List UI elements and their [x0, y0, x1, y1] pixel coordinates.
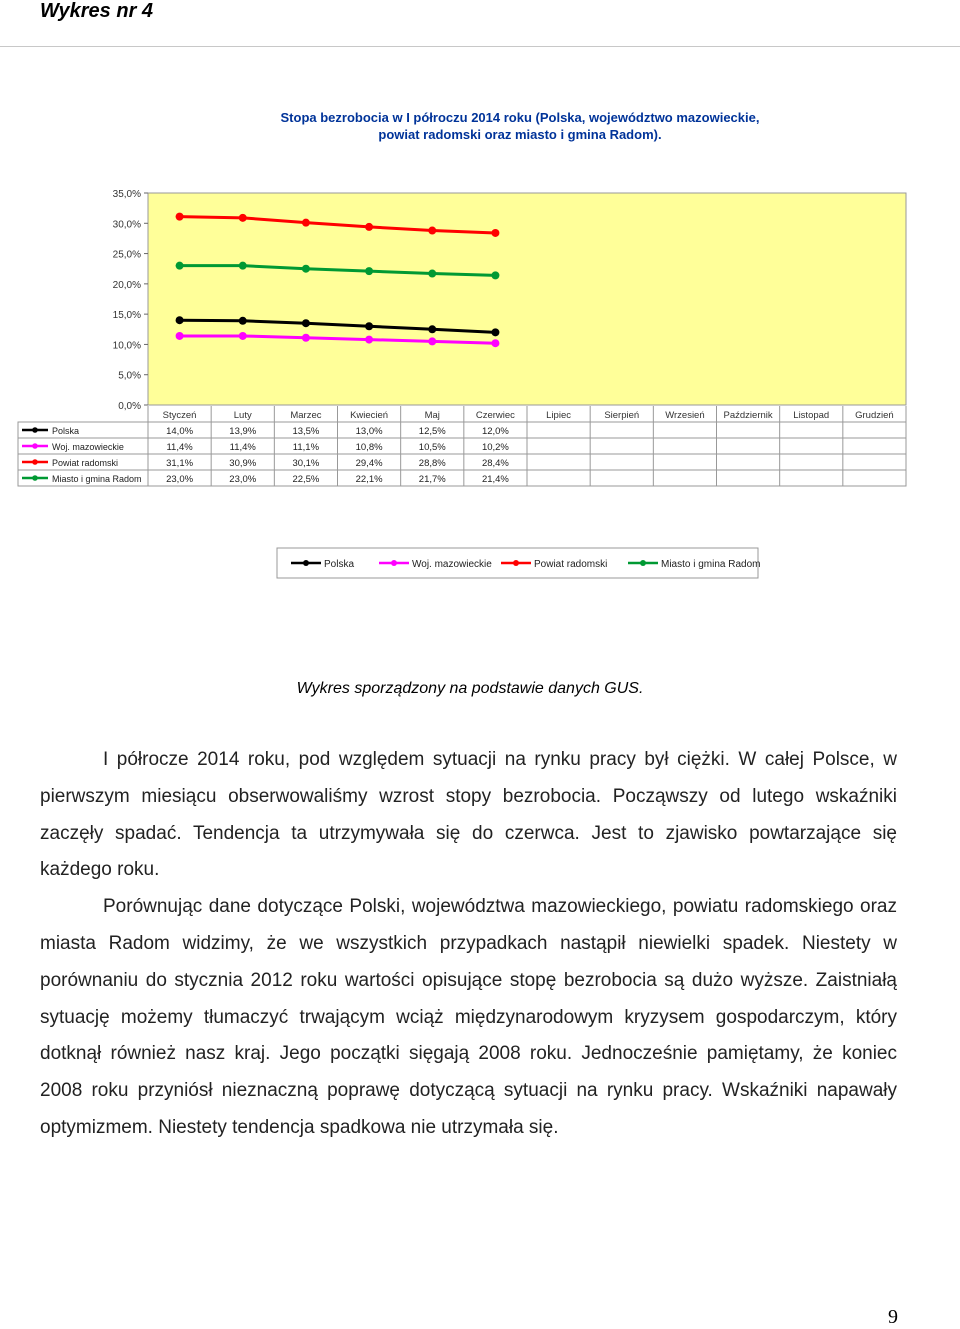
legend-label: Woj. mazowieckie [412, 559, 492, 570]
table-legend-key-marker [32, 475, 38, 481]
table-data-label: 29,4% [355, 458, 383, 469]
chart-title-line-2: powiat radomski oraz miasto i gmina Radom). [378, 127, 662, 142]
series-point [302, 265, 310, 273]
x-category-label: Wrzesień [665, 410, 705, 421]
series-point [491, 328, 499, 336]
chart-canvas [0, 100, 960, 590]
chart-title-line-1: Stopa bezrobocia w I półroczu 2014 roku (Polska, województwo mazowieckie, [280, 110, 760, 125]
table-data-label: 28,4% [481, 458, 509, 469]
series-point [239, 214, 247, 222]
chart-caption: Wykres sporządzony na podstawie danych GUS. [296, 680, 644, 697]
page-header-title: Wykres nr 4 [40, 0, 154, 22]
legend-key-marker [303, 560, 309, 566]
table-data-label: 13,9% [229, 426, 257, 437]
legend-label: Polska [324, 559, 355, 570]
series-point [428, 337, 436, 345]
body-text [40, 742, 897, 1147]
y-tick-label: 25,0% [112, 249, 141, 261]
x-category-label: Październik [723, 410, 773, 421]
series-point [176, 262, 184, 270]
x-category-label: Lipiec [546, 410, 571, 421]
table-series-name: Polska [52, 426, 80, 436]
y-tick-label: 5,0% [118, 370, 141, 382]
table-data-label: 23,0% [229, 474, 257, 485]
series-point [365, 336, 373, 344]
series-point [176, 316, 184, 324]
table-data-label: 21,7% [418, 474, 446, 485]
x-category-label: Luty [233, 410, 252, 421]
series-point [302, 334, 310, 342]
x-category-label: Marzec [290, 410, 322, 421]
table-data-label: 22,5% [292, 474, 320, 485]
unemployment-chart [0, 100, 960, 590]
table-data-label: 13,5% [292, 426, 320, 437]
table-data-label: 10,2% [481, 442, 509, 453]
series-point [491, 339, 499, 347]
y-tick-label: 0,0% [118, 401, 141, 412]
paragraph-1: I półrocze 2014 roku, pod względem sytuacji na rynku pracy był ciężki. W całej Polsce, w pierwszym miesiącu obserwowaliśmy wzrost stopy bezrobocia. Począwszy od lutego wskaźniki zaczęły spadać. Tendencja ta utrzymywała się do czerwca. Jest to zjawisko powtarzające się każdego roku. [40, 749, 897, 881]
y-tick-label: 30,0% [112, 219, 141, 231]
legend-label: Powiat radomski [534, 559, 608, 570]
table-data-label: 30,1% [292, 458, 320, 469]
x-category-label: Grudzień [855, 410, 894, 421]
series-point [428, 227, 436, 235]
table-data-label: 21,4% [481, 474, 509, 485]
x-category-label: Sierpień [604, 410, 640, 421]
table-data-label: 28,8% [418, 458, 446, 469]
table-data-label: 30,9% [229, 458, 257, 469]
y-tick-label: 15,0% [112, 310, 141, 322]
series-point [239, 332, 247, 340]
series-point [302, 219, 310, 227]
paragraph-2: Porównując dane dotyczące Polski, województwa mazowieckiego, powiatu radomskiego oraz miasta Radom widzimy, że we wszystkich przypadkach nastąpił niewielki spadek. Niestety w porównaniu do stycznia 2012 roku wartości opisujące stopę bezrobocia są dużo wyższe. Zaistniałą sytuację możemy tłumaczyć trwającym wciąż międzynarodowym kryzysem gospodarczym, który dotknął również nasz kraj. Jego początki sięgają 2008 roku. Jednocześnie pamiętamy, że koniec 2008 roku przyniósł nieznaczną poprawę dotyczącą sytuacji na rynku pracy. Wskaźniki napawały optymizmem. Niestety tendencja spadkowa nie utrzymała się. [40, 896, 897, 1138]
table-series-name: Powiat radomski [52, 458, 119, 468]
plot-area [148, 193, 906, 405]
table-data-label: 31,1% [166, 458, 194, 469]
table-data-label: 10,8% [355, 442, 383, 453]
series-point [365, 322, 373, 330]
series-point [428, 270, 436, 278]
y-tick-label: 35,0% [112, 189, 141, 200]
table-legend-key-marker [32, 459, 38, 465]
y-tick-label: 10,0% [112, 340, 141, 352]
series-point [491, 271, 499, 279]
y-tick-label: 20,0% [112, 279, 141, 291]
table-data-label: 11,4% [166, 442, 193, 453]
table-data-label: 11,1% [292, 442, 320, 453]
series-point [365, 267, 373, 275]
legend-key-marker [391, 560, 397, 566]
x-category-label: Styczeń [162, 410, 197, 421]
series-point [239, 262, 247, 270]
table-data-label: 10,5% [418, 442, 446, 453]
header-divider [0, 46, 960, 47]
table-data-label: 11,4% [229, 442, 256, 453]
legend-label: Miasto i gmina Radom [661, 559, 761, 570]
table-series-name: Woj. mazowieckie [52, 442, 124, 452]
table-data-label: 23,0% [166, 474, 194, 485]
table-data-label: 14,0% [166, 426, 194, 437]
table-data-label: 22,1% [355, 474, 383, 485]
legend-key-marker [640, 560, 646, 566]
table-data-label: 12,0% [481, 426, 509, 437]
table-data-label: 13,0% [355, 426, 383, 437]
page-number: 9 [888, 1306, 898, 1328]
series-point [428, 325, 436, 333]
series-point [302, 319, 310, 327]
legend-key-marker [513, 560, 519, 566]
table-legend-key-marker [32, 427, 38, 433]
series-point [491, 229, 499, 237]
series-point [239, 317, 247, 325]
series-point [176, 332, 184, 340]
x-category-label: Listopad [793, 410, 830, 421]
table-data-label: 12,5% [418, 426, 446, 437]
series-point [365, 223, 373, 231]
table-series-name: Miasto i gmina Radom [52, 474, 142, 484]
x-category-label: Maj [424, 410, 440, 421]
x-category-label: Czerwiec [475, 410, 515, 421]
table-legend-key-marker [32, 443, 38, 449]
series-point [176, 213, 184, 221]
x-category-label: Kwiecień [350, 410, 389, 421]
